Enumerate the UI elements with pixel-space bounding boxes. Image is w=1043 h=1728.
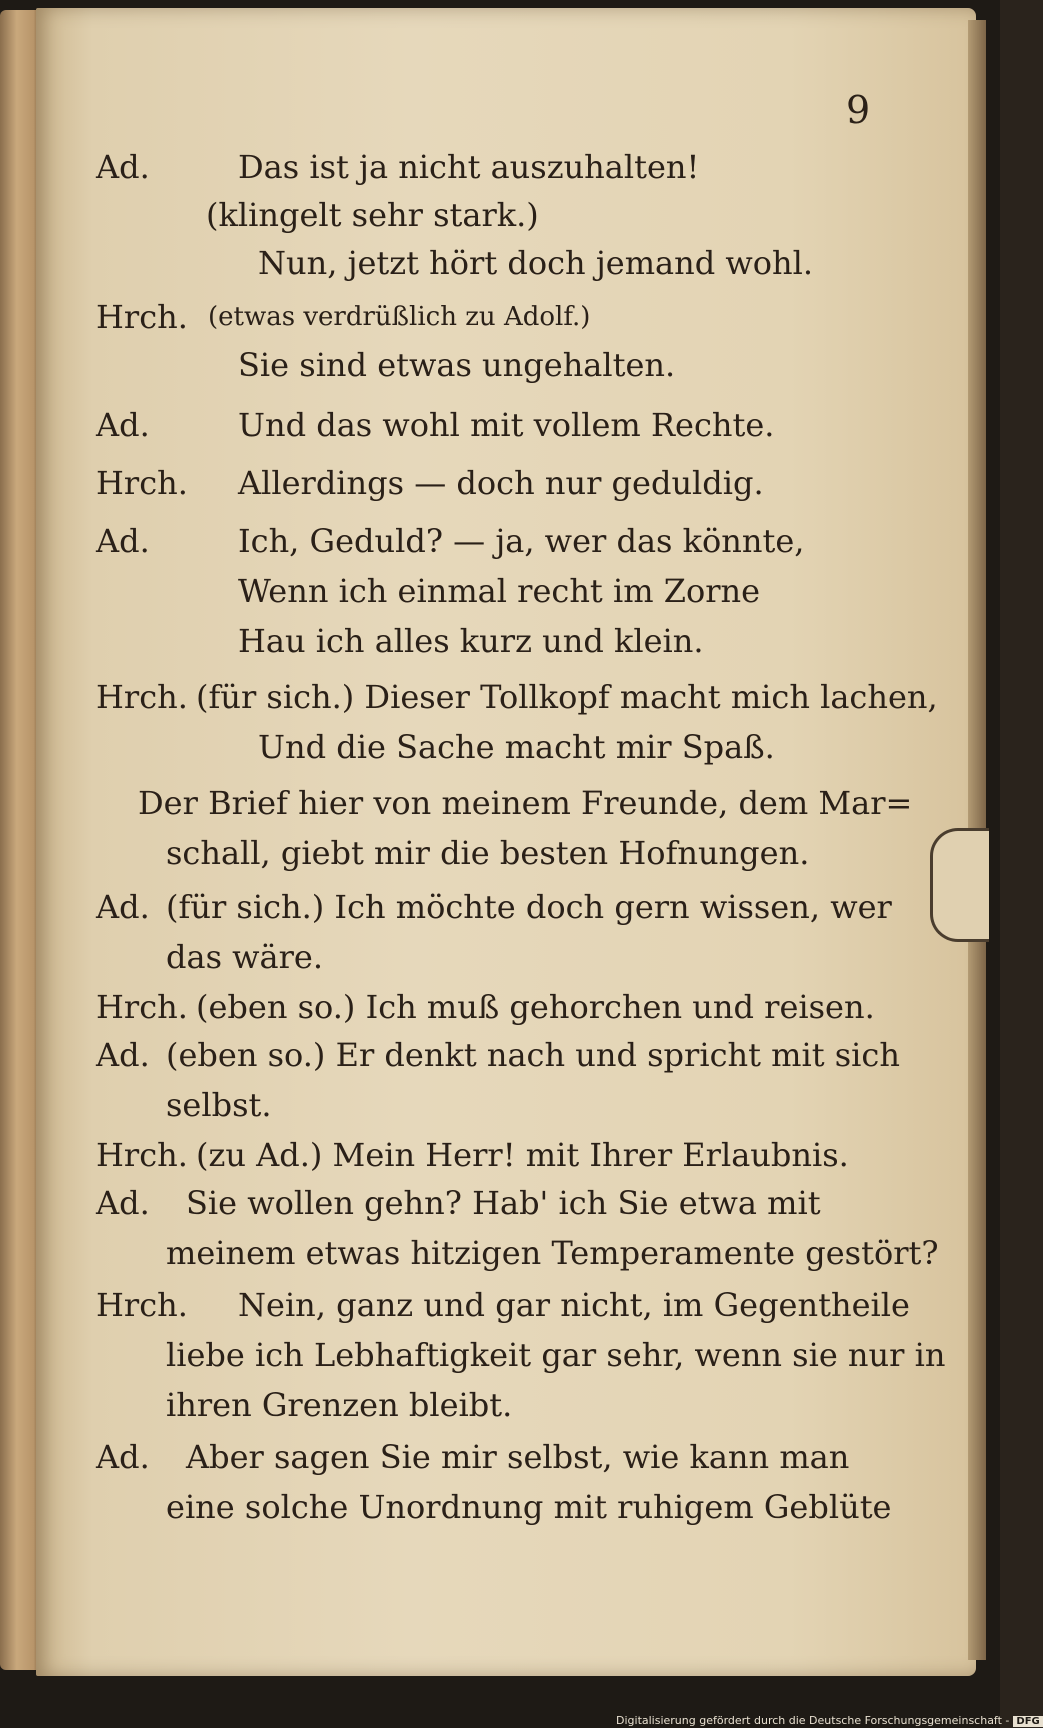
speaker-label: Ad. xyxy=(96,1184,150,1222)
text-line: selbst. xyxy=(166,1086,272,1124)
text-line: (klingelt sehr stark.) xyxy=(206,196,539,234)
text-line: (für sich.) Dieser Tollkopf macht mich lachen, xyxy=(196,678,938,716)
text-line: Nein, ganz und gar nicht, im Gegentheile xyxy=(238,1286,910,1324)
text-line: das wäre. xyxy=(166,938,324,976)
page-tab-marker xyxy=(930,828,989,942)
text-line: Aber sagen Sie mir selbst, wie kann man xyxy=(186,1438,850,1476)
text-line: ihren Grenzen bleibt. xyxy=(166,1386,513,1424)
speaker-label: Ad. xyxy=(96,1036,150,1074)
speaker-label: Ad. xyxy=(96,1438,150,1476)
speaker-label: Hrch. xyxy=(96,464,188,502)
text-line: Hau ich alles kurz und klein. xyxy=(238,622,704,660)
text-line: Und das wohl mit vollem Rechte. xyxy=(238,406,775,444)
text-line: Allerdings — doch nur geduldig. xyxy=(238,464,764,502)
text-line: meinem etwas hitzigen Temperamente gestört? xyxy=(166,1234,939,1272)
text-line: Und die Sache macht mir Spaß. xyxy=(258,728,775,766)
text-line: (eben so.) Er denkt nach und spricht mit sich xyxy=(166,1036,900,1074)
text-line: Der Brief hier von meinem Freunde, dem Mar= xyxy=(138,784,913,822)
speaker-label: Hrch. xyxy=(96,1136,188,1174)
dfg-logo: DFG xyxy=(1013,1716,1042,1727)
text-line: schall, giebt mir die besten Hofnungen. xyxy=(166,834,810,872)
speaker-label: Ad. xyxy=(96,888,150,926)
credit-text: Digitalisierung gefördert durch die Deutsche Forschungsgemeinschaft - xyxy=(616,1714,1010,1727)
text-line: Sie sind etwas ungehalten. xyxy=(238,346,676,384)
speaker-label: Hrch. xyxy=(96,678,188,716)
digitization-credit xyxy=(616,1714,1043,1727)
text-line: Wenn ich einmal recht im Zorne xyxy=(238,572,761,610)
text-line: (für sich.) Ich möchte doch gern wissen, wer xyxy=(166,888,892,926)
page-number: 9 xyxy=(846,88,871,132)
speaker-label: Hrch. xyxy=(96,298,188,336)
speaker-label: Hrch. xyxy=(96,988,188,1026)
text-line: (eben so.) Ich muß gehorchen und reisen. xyxy=(196,988,875,1026)
text-line: Sie wollen gehn? Hab' ich Sie etwa mit xyxy=(186,1184,821,1222)
text-line: Ich, Geduld? — ja, wer das könnte, xyxy=(238,522,805,560)
text-line: (zu Ad.) Mein Herr! mit Ihrer Erlaubnis. xyxy=(196,1136,849,1174)
text-line: liebe ich Lebhaftigkeit gar sehr, wenn sie nur in xyxy=(166,1336,946,1374)
text-line: Das ist ja nicht auszuhalten! xyxy=(238,148,700,186)
speaker-label: Ad. xyxy=(96,148,150,186)
text-line: Nun, jetzt hört doch jemand wohl. xyxy=(258,244,814,282)
speaker-label: Ad. xyxy=(96,522,150,560)
speaker-label: Hrch. xyxy=(96,1286,188,1324)
text-line: (etwas verdrüßlich zu Adolf.) xyxy=(208,302,591,332)
text-line xyxy=(96,142,150,192)
speaker-label: Ad. xyxy=(96,406,150,444)
text-line: eine solche Unordnung mit ruhigem Geblüte xyxy=(166,1488,892,1526)
